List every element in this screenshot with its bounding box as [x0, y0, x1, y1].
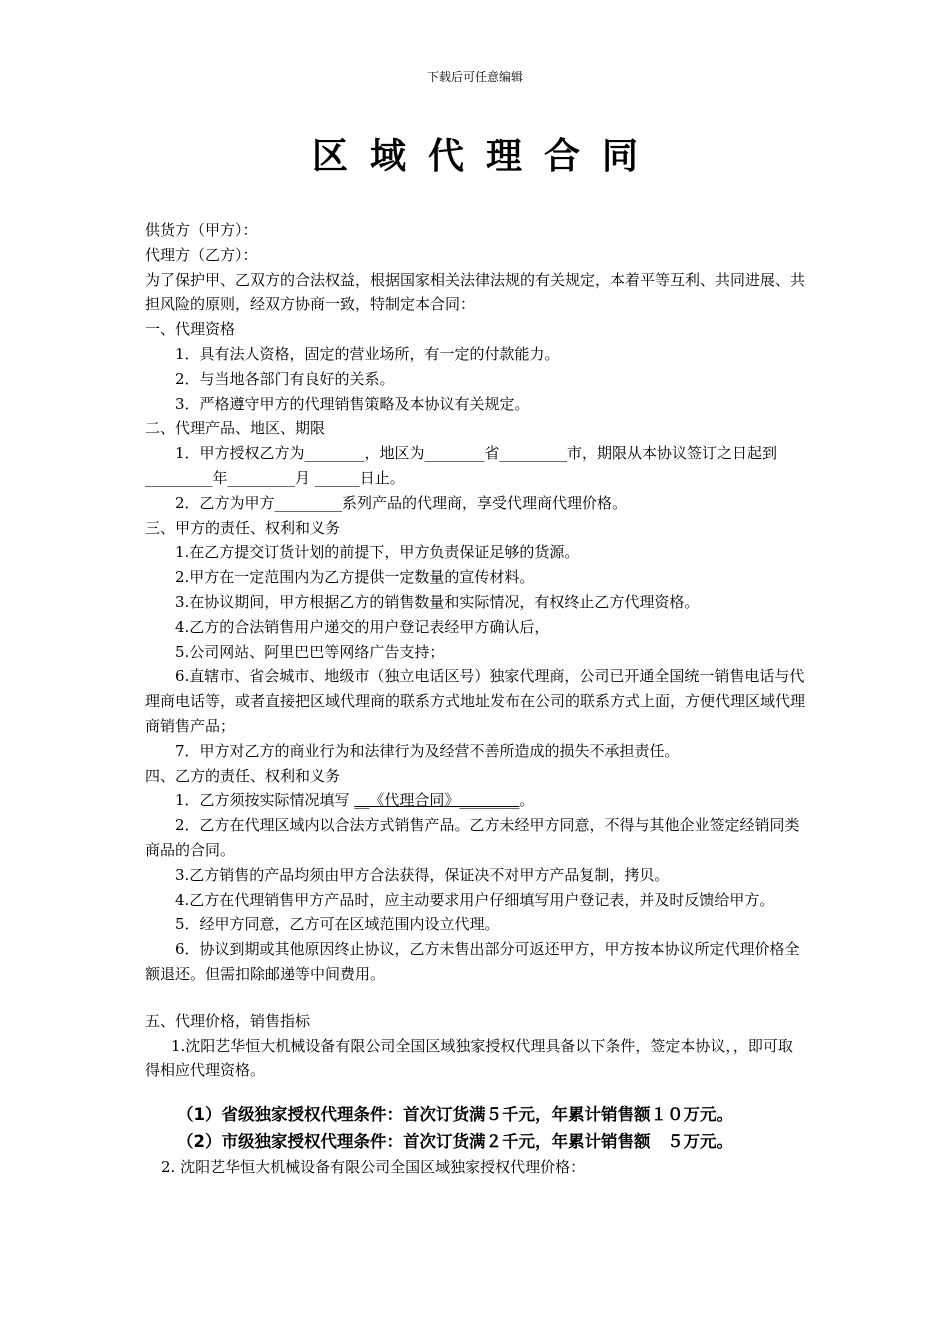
- section-1-item: 3．严格遵守甲方的代理销售策略及本协议有关规定。: [175, 394, 530, 413]
- agreement-fill-blank: __《代理合同》________: [354, 791, 520, 810]
- section-3-item: 1.在乙方提交订货计划的前提下，甲方负责保证足够的货源。: [175, 543, 580, 562]
- header-note: 下载后可任意编辑: [426, 70, 523, 84]
- party-b-label: 代理方（乙方）：: [145, 245, 258, 264]
- party-a-label: 供货方（甲方）：: [145, 221, 258, 239]
- provincial-agent-condition: （1）省级独家授权代理条件：首次订货满５千元，年累计销售额１０万元。: [177, 1105, 733, 1125]
- section-2-item: 2．乙方为甲方_________系列产品的代理商，享受代理商代理价格。: [175, 493, 628, 512]
- section-3-heading: 三、甲方的责任、权利和义务: [145, 518, 341, 537]
- preamble: 为了保护甲、乙双方的合法权益，根据国家相关法律法规的有关规定，本着平等互利、共同进展、共担风险的原则，经双方协商一致，特制定本合同：: [145, 270, 806, 314]
- section-4-item1-suffix: 。: [519, 791, 535, 810]
- section-3-item: 7．甲方对乙方的商业行为和法律行为及经营不善所造成的损失不承担责任。: [175, 741, 680, 760]
- section-5-item: 2. 沈阳艺华恒大机械设备有限公司全国区域独家授权代理价格：: [161, 1158, 586, 1177]
- section-2-heading: 二、代理产品、地区、期限: [145, 419, 326, 438]
- section-3-item: 4.乙方的合法销售用户递交的用户登记表经甲方确认后，: [175, 617, 550, 636]
- section-2-item: 1．甲方授权乙方为________，地区为________省_________市，期限从本协议签订之日起到_________年_________月 ______日止。: [145, 444, 778, 487]
- section-4-item: 3.乙方销售的产品均须由甲方合法获得，保证决不对甲方产品复制，拷贝。: [175, 865, 670, 884]
- page-title: 区域代理合同: [311, 136, 660, 177]
- section-4-item: 6．协议到期或其他原因终止协议，乙方未售出部分可返还甲方，甲方按本协议所定代理价格全额退还。但需扣除邮递等中间费用。: [145, 940, 800, 983]
- section-5-heading: 五、代理价格，销售指标: [145, 1011, 311, 1030]
- section-4-item: 2．乙方在代理区域内以合法方式销售产品。乙方未经甲方同意，不得与其他企业签定经销同类商品的合同。: [145, 816, 800, 859]
- section-4-item1-prefix: 1．乙方须按实际情况填写: [175, 791, 350, 810]
- section-5-item: 1.沈阳艺华恒大机械设备有限公司全国区域独家授权代理具备以下条件，签定本协议，，即可取得相应代理资格。: [145, 1036, 793, 1080]
- section-1-item: 2．与当地各部门有良好的关系。: [175, 369, 395, 388]
- section-1-item: 1．具有法人资格，固定的营业场所，有一定的付款能力。: [175, 344, 560, 363]
- contract-body: [145, 218, 805, 1180]
- section-3-item: 5.公司网站、阿里巴巴等网络广告支持；: [175, 642, 445, 661]
- section-3-item: 6.直辖市、省会城市、地级市（独立电话区号）独家代理商，公司已开通全国统一销售电话与代理商电话等，或者直接把区域代理商的联系方式地址发布在公司的联系方式上面，方便代理区域代理商销售产品；: [145, 667, 806, 735]
- section-4-item: 4.乙方在代理销售甲方产品时，应主动要求用户仔细填写用户登记表，并及时反馈给甲方。: [175, 890, 775, 909]
- section-3-item: 2.甲方在一定范围内为乙方提供一定数量的宣传材料。: [175, 568, 535, 587]
- city-agent-condition: （2）市级独家授权代理条件：首次订货满２千元，年累计销售额 ５万元。: [177, 1132, 733, 1152]
- section-3-item: 3.在协议期间，甲方根据乙方的销售数量和实际情况，有权终止乙方代理资格。: [175, 592, 700, 611]
- section-4-item: 5．经甲方同意，乙方可在区域范围内设立代理。: [175, 915, 500, 934]
- section-4-heading: 四、乙方的责任、权利和义务: [145, 766, 341, 785]
- section-4-item: [145, 788, 805, 813]
- section-1-heading: 一、代理资格: [145, 320, 236, 339]
